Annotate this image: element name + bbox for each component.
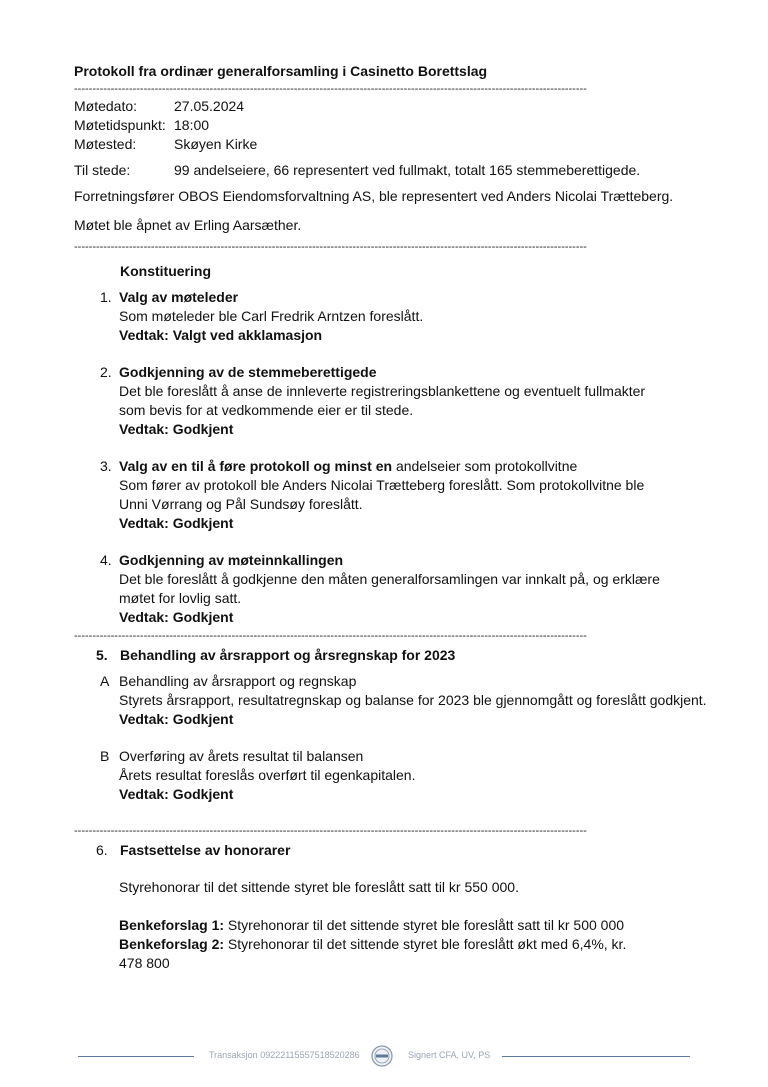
item-text: Det ble foreslått å anse de innleverte registreringsblankettene og eventuelt fullmakter — [119, 383, 646, 399]
item-title: Valg av en til å føre protokoll og minst en — [119, 458, 393, 474]
manager-text: Forretningsfører OBOS Eiendomsforvaltning AS, ble representert ved Anders Nicolai Trætteberg. — [74, 188, 674, 204]
item-text: Som fører av protokoll ble Anders Nicolai Trætteberg foreslått. Som protokollvitne ble — [119, 477, 645, 493]
present-label: Til stede: — [74, 162, 131, 178]
subitem-letter: A — [100, 673, 110, 689]
meeting-place-label: Møtested: — [74, 136, 137, 152]
item-decision: Vedtak: Godkjent — [119, 421, 234, 437]
separator: -------------------------------------------------------------------------------------------------------------------------------------------- — [74, 630, 587, 642]
meeting-place-value: Skøyen Kirke — [174, 136, 258, 152]
footer-rule-right — [502, 1056, 690, 1057]
footer-signed: Signert CFA, UV, PS — [408, 1050, 491, 1060]
item-title: Godkjenning av møteinnkallingen — [119, 552, 344, 568]
signature-seal-icon — [371, 1045, 393, 1067]
item-title-suffix: andelseier som protokollvitne — [392, 458, 578, 474]
bench-text-continued: 478 800 — [119, 955, 170, 971]
item-title-line — [119, 457, 577, 475]
separator: -------------------------------------------------------------------------------------------------------------------------------------------- — [74, 83, 587, 95]
meeting-date-label: Møtedato: — [74, 98, 138, 114]
bench-label: Benkeforslag 1: — [119, 917, 225, 933]
subitem-decision: Vedtak: Godkjent — [119, 786, 234, 802]
bench-text: Styrehonorar til det sittende styret ble foreslått satt til kr 500 000 — [224, 917, 625, 933]
proposal-text: Styrehonorar til det sittende styret ble foreslått satt til kr 550 000. — [119, 879, 519, 895]
section-number: 5. — [96, 647, 108, 663]
section-heading: Behandling av årsrapport og årsregnskap for 2023 — [120, 647, 456, 663]
separator: -------------------------------------------------------------------------------------------------------------------------------------------- — [74, 241, 587, 253]
item-text: Som møteleder ble Carl Fredrik Arntzen foreslått. — [119, 308, 424, 324]
konstituering-heading: Konstituering — [120, 263, 211, 279]
bench-proposal-1 — [119, 916, 624, 934]
meeting-date-value: 27.05.2024 — [174, 98, 245, 114]
item-decision: Vedtak: Valgt ved akklamasjon — [119, 327, 323, 343]
opened-text: Møtet ble åpnet av Erling Aarsæther. — [74, 217, 302, 233]
meeting-time-label: Møtetidspunkt: — [74, 117, 166, 133]
footer-rule-left — [78, 1056, 194, 1057]
item-title: Godkjenning av de stemmeberettigede — [119, 364, 377, 380]
item-number: 2. — [100, 364, 112, 380]
document-title: Protokoll fra ordinær generalforsamling i Casinetto Borettslag — [74, 63, 488, 79]
item-title: Valg av møteleder — [119, 289, 239, 305]
item-decision: Vedtak: Godkjent — [119, 609, 234, 625]
item-text: Unni Vørrang og Pål Sundsøy foreslått. — [119, 496, 363, 512]
bench-label: Benkeforslag 2: — [119, 936, 225, 952]
subitem-text: Årets resultat foreslås overført til egenkapitalen. — [119, 767, 416, 783]
separator: -------------------------------------------------------------------------------------------------------------------------------------------- — [74, 825, 587, 837]
meeting-time-value: 18:00 — [174, 117, 210, 133]
item-number: 1. — [100, 289, 112, 305]
subitem-letter: B — [100, 748, 110, 764]
footer-transaction: Transaksjon 09222115557518520286 — [209, 1050, 360, 1060]
subitem-decision: Vedtak: Godkjent — [119, 711, 234, 727]
item-text: som bevis for at vedkommende eier er til stede. — [119, 402, 414, 418]
item-number: 4. — [100, 552, 112, 568]
subitem-text: Styrets årsrapport, resultatregnskap og balanse for 2023 ble gjennomgått og foreslått godkjent. — [119, 692, 707, 708]
present-value: 99 andelseiere, 66 representert ved fullmakt, totalt 165 stemmeberettigede. — [174, 162, 641, 178]
subitem-title: Overføring av årets resultat til balansen — [119, 748, 364, 764]
item-text: møtet for lovlig satt. — [119, 590, 242, 606]
item-text: Det ble foreslått å godkjenne den måten generalforsamlingen var innkalt på, og erklære — [119, 571, 660, 587]
section-number: 6. — [96, 842, 108, 858]
bench-proposal-2 — [119, 935, 626, 953]
item-number: 3. — [100, 458, 112, 474]
section-heading: Fastsettelse av honorarer — [120, 842, 291, 858]
item-decision: Vedtak: Godkjent — [119, 515, 234, 531]
subitem-title: Behandling av årsrapport og regnskap — [119, 673, 357, 689]
bench-text: Styrehonorar til det sittende styret ble foreslått økt med 6,4%, kr. — [224, 936, 627, 952]
